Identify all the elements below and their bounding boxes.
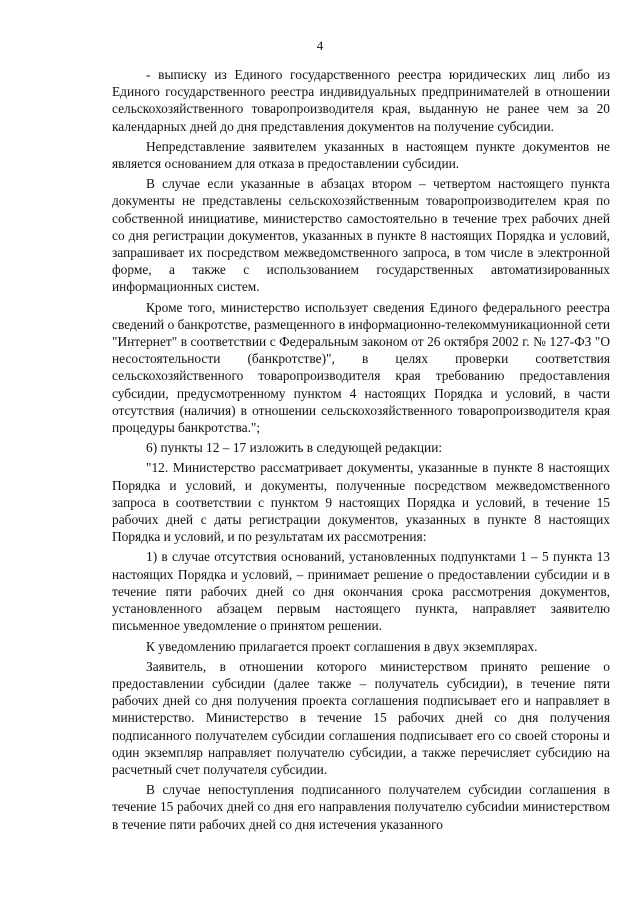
paragraph-applicant-agreement: Заявитель, в отношении которого министерством принято решение о предоставлении субсидии (далее также – получатель субсидии), в течение пяти рабочих дней со дня получения проекта соглашения подписывает его и направляет в министерство. Министерство в течение 15 рабочих дней со дня получения подписанного получателем субсидии соглашения подписывает его со своей стороны и один экземпляр направляет получателю субсидии, а также перечисляет субсидию на расчетный счет получателя субсидии.	[112, 658, 610, 777]
paragraph-bankruptcy-registry: Кроме того, министерство использует сведения Единого федерального реестра сведений о банкротстве, размещенного в информационно-телекоммуникационной сети "Интернет" в соответствии с Федеральным законом от 26 октября 2002 г. № 127-ФЗ "О несостоятельности (банкротстве)", в целях проверки соответствия сельскохозяйственного товаропроизводителя края требованию предоставления субсидии, предусмотренному пунктом 4 настоящих Порядка и условий, в части отсутствия (наличия) в отношении сельскохозяйственного товаропроизводителя края процедуры банкротства.";	[112, 299, 610, 436]
paragraph-notification-attachment: К уведомлению прилагается проект соглашения в двух экземплярах.	[146, 638, 538, 654]
page-number: 4	[316, 38, 324, 53]
paragraph-egrul-extract: - выписку из Единого государственного реестра юридических лиц либо из Единого государственного реестра индивидуальных предпринимателей в отношении сельскохозяйственного товаропроизводителя края, выданную не ранее чем за 20 календарных дней до дня представления документов на получение субсидии.	[112, 67, 610, 134]
paragraph-non-submission: Непредставление заявителем указанных в настоящем пункте документов не является основанием для отказа в предоставлении субсидии.	[112, 138, 610, 172]
paragraph-amendment-items: 6) пункты 12 – 17 изложить в следующей редакции:	[146, 440, 443, 456]
document-body	[112, 66, 610, 833]
paragraph-clause-12: "12. Министерство рассматривает документы, указанные в пункте 8 настоящих Порядка и условий, и документы, полученные посредством межведомственного запроса в соответствии с пунктом 9 настоящих Порядка и условий, в течение 15 рабочих дней с даты регистрации документов, указанных в пункте 8 настоящих Порядка и условий, и по результатам их рассмотрения:	[112, 460, 610, 545]
paragraph-subclause-1: 1) в случае отсутствия оснований, установленных подпунктами 1 – 5 пункта 13 настоящих Порядка и условий, – принимает решение о предоставлении субсидии и в течение пяти рабочих дней со дня окончания срока рассмотрения документов, установленного абзацем первым настоящего пункта, направляет заявителю письменное уведомление о принятом решении.	[112, 549, 610, 634]
paragraph-non-receipt: В случае непоступления подписанного получателем субсидии соглашения в течение 15 рабочих дней со дня его направления получателю субсиdии министерством в течение пяти рабочих дней со дня истечения указанного	[112, 782, 610, 832]
paragraph-interagency-request: В случае если указанные в абзацах втором – четвертом настоящего пункта документы не представлены сельскохозяйственным товаропроизводителем края по собственной инициативе, министерство самостоятельно в течение трех рабочих дней со дня регистрации документов, указанных в пункте 8 настоящих Порядка и условий, запрашивает их посредством межведомственного запроса, в том числе в электронной форме, а также с использованием государственных автоматизированных информационных систем.	[112, 176, 610, 295]
